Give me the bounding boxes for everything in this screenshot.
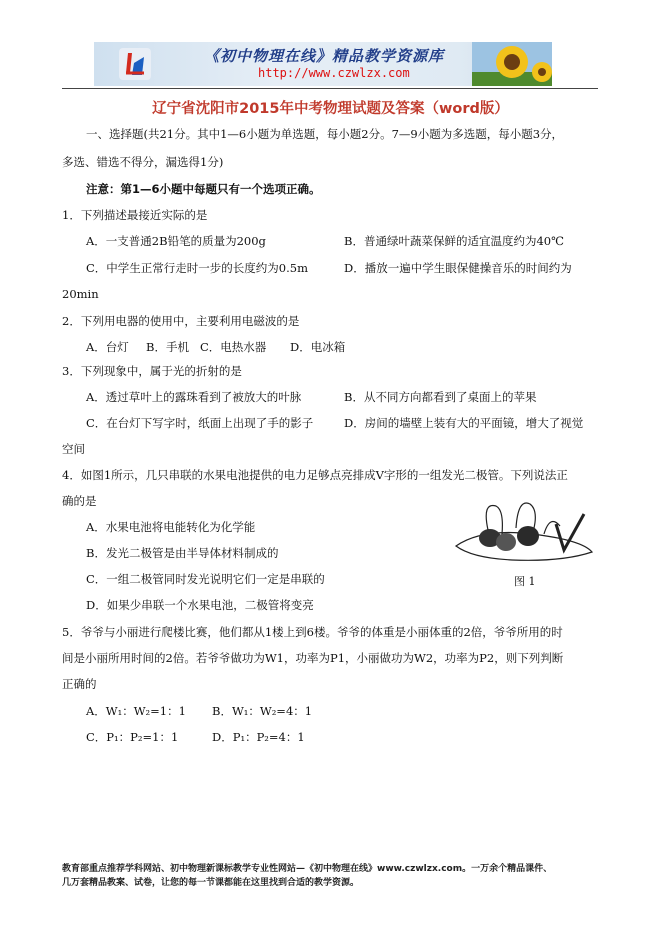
page-footer (62, 862, 602, 890)
banner-url[interactable]: http://www.czwlzx.com (258, 66, 410, 80)
question-1-option-b: B．普通绿叶蔬菜保鲜的适宜温度约为40℃ (344, 234, 564, 248)
question-5-stem-line3: 正确的 (62, 677, 97, 691)
section-instructions-line2: 多选、错选不得分，漏选得1分) (62, 155, 224, 169)
question-5-option-b: B．W₁：W₂=4：1 (212, 704, 313, 718)
question-4-stem-line2: 确的是 (62, 494, 97, 508)
question-3-option-d: D．房间的墙壁上装有大的平面镜，增大了视觉 (344, 416, 584, 430)
question-4-option-d: D．如果少串联一个水果电池，二极管将变亮 (86, 598, 314, 612)
question-5-stem-line2: 间是小丽所用时间的2倍。若爷爷做功为W1，功率为P1，小丽做功为W2，功率为P2，则下列判断 (62, 651, 564, 665)
question-5-option-a: A．W₁：W₂=1：1 (86, 704, 186, 718)
question-4-stem-line1: 4．如图1所示，几只串联的水果电池提供的电力足够点亮排成V字形的一组发光二极管。下列说法正 (62, 468, 568, 482)
question-3-option-a: A．透过草叶上的露珠看到了被放大的叶脉 (86, 390, 302, 404)
footer-line1: 教育部重点推荐学科网站、初中物理新课标教学专业性网站—《初中物理在线》www.czwlzx.com。一万余个精品课件、 (62, 864, 553, 874)
question-2-option-a: A．台灯 (86, 340, 129, 354)
section-instructions-line1: 一、选择题(共21分。其中1—6小题为单选题，每小题2分。7—9小题为多选题，每小题3分， (86, 127, 564, 141)
question-3-option-b: B．从不同方向都看到了桌面上的苹果 (344, 390, 537, 404)
question-4-option-c: C．一组二极管同时发光说明它们一定是串联的 (86, 572, 325, 586)
header-banner (94, 42, 552, 86)
footer-line2: 几万套精品教案、试卷，让您的每一节课都能在这里找到合适的教学资源。 (62, 878, 360, 888)
question-1-option-c: C．中学生正常行走时一步的长度约为0.5m (86, 261, 308, 275)
question-2-option-b: B．手机 (146, 340, 189, 354)
figure-1-caption: 图 1 (514, 575, 536, 588)
question-4-option-b: B．发光二极管是由半导体材料制成的 (86, 546, 279, 560)
question-2-option-c: C．电热水器 (200, 340, 267, 354)
question-1-continuation: 20min (62, 287, 99, 301)
question-1-stem: 1．下列描述最接近实际的是 (62, 208, 208, 222)
question-3-option-c: C．在台灯下写字时，纸面上出现了手的影子 (86, 416, 314, 430)
header-rule (62, 88, 598, 89)
question-2-option-d: D．电冰箱 (290, 340, 346, 354)
question-4-option-a: A．水果电池将电能转化为化学能 (86, 520, 256, 534)
banner-title: 《初中物理在线》精品教学资源库 (204, 47, 445, 65)
document-title: 辽宁省沈阳市2015年中考物理试题及答案（word版） (152, 101, 509, 117)
question-2-stem: 2．下列用电器的使用中，主要利用电磁波的是 (62, 314, 300, 328)
question-1-option-a: A．一支普通2B铅笔的质量为200g (86, 234, 266, 248)
question-5-option-d: D．P₁：P₂=4：1 (212, 730, 305, 744)
question-5-option-c: C．P₁：P₂=1：1 (86, 730, 179, 744)
question-3-stem: 3．下列现象中，属于光的折射的是 (62, 364, 242, 378)
fruit-battery-led-figure (452, 494, 597, 564)
question-1-option-d: D．播放一遍中学生眼保健操音乐的时间约为 (344, 261, 572, 275)
section-note: 注意：第1—6小题中每题只有一个选项正确。 (86, 182, 321, 196)
question-5-stem-line1: 5．爷爷与小丽进行爬楼比赛，他们都从1楼上到6楼。爷爷的体重是小丽体重的2倍，爷爷所用的时 (62, 625, 563, 639)
site-logo-icon (118, 47, 152, 81)
question-3-continuation: 空间 (62, 442, 85, 456)
sunflower-icon (472, 42, 552, 86)
